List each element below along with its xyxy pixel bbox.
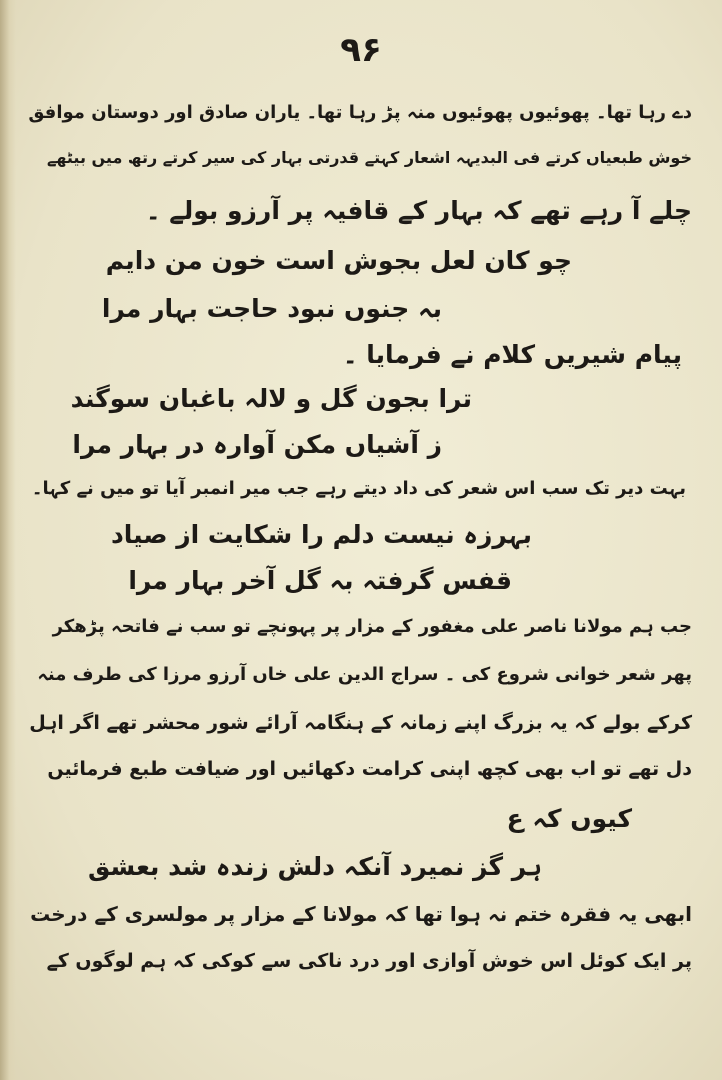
text-line: پیام شیریں کلام نے فرمایا ۔ <box>342 340 682 369</box>
text-line: ابھی یہ فقرہ ختم نہ ہوا تھا کہ مولانا کے مزار پر مولسری کے درخت <box>30 902 692 926</box>
text-line: دے رہا تھا۔ پھوئیوں پھوئیوں منہ پڑ رہا تھا۔ یاران صادق اور دوستان موافق <box>28 102 692 123</box>
verse-line: قفس گرفتہ بہ گل آخر بہار مرا <box>128 566 512 595</box>
verse-line: بہرزہ نیست دلم را شکایت از صیاد <box>110 520 532 549</box>
text-line: چلے آ رہے تھے کہ بہار کے قافیہ پر آرزو بولے ۔ <box>145 196 692 225</box>
page-number: ۹۶ <box>340 30 382 70</box>
text-line: پر ایک کوئل اس خوش آوازی اور درد ناکی سے کوکی کہ ہم لوگوں کے <box>46 950 692 972</box>
text-line: خوش طبعیاں کرتے فی البدیہہ اشعار کہتے قدرتی بہار کی سیر کرتے رتھ میں بیٹھے <box>46 148 692 167</box>
text-line: پھر شعر خوانی شروع کی ۔ سراج الدین علی خاں آرزو مرزا کی طرف منہ <box>37 664 692 685</box>
text-line: بہت دیر تک سب اس شعر کی داد دیتے رہے جب میر انمبر آیا تو میں نے کہا۔ <box>31 478 686 499</box>
page-binding-edge <box>0 0 16 1080</box>
verse-line: ہر گز نمیرد آنکہ دلش زندہ شد بعشق <box>87 852 542 881</box>
text-line: جب ہم مولانا ناصر علی مغفور کے مزار پر پہونچے تو سب نے فاتحہ پڑھکر <box>52 616 692 637</box>
verse-line: ز آشیاں مکن آوارہ در بہار مرا <box>72 430 442 459</box>
text-line: کیوں کہ ع <box>506 804 632 833</box>
text-line: دل تھے تو اب بھی کچھ اپنی کرامت دکھائیں اور ضیافت طبع فرمائیں <box>47 758 692 780</box>
text-line: کرکے بولے کہ یہ بزرگ اپنے زمانہ کے ہنگامہ آرائے شور محشر تھے اگر اہل <box>29 712 692 734</box>
verse-line: ترا بجون گل و لالہ باغبان سوگند <box>70 384 472 413</box>
verse-line: بہ جنوں نبود حاجت بہار مرا <box>101 294 442 323</box>
verse-line: چو کان لعل بجوش است خون من دایم <box>105 246 572 275</box>
